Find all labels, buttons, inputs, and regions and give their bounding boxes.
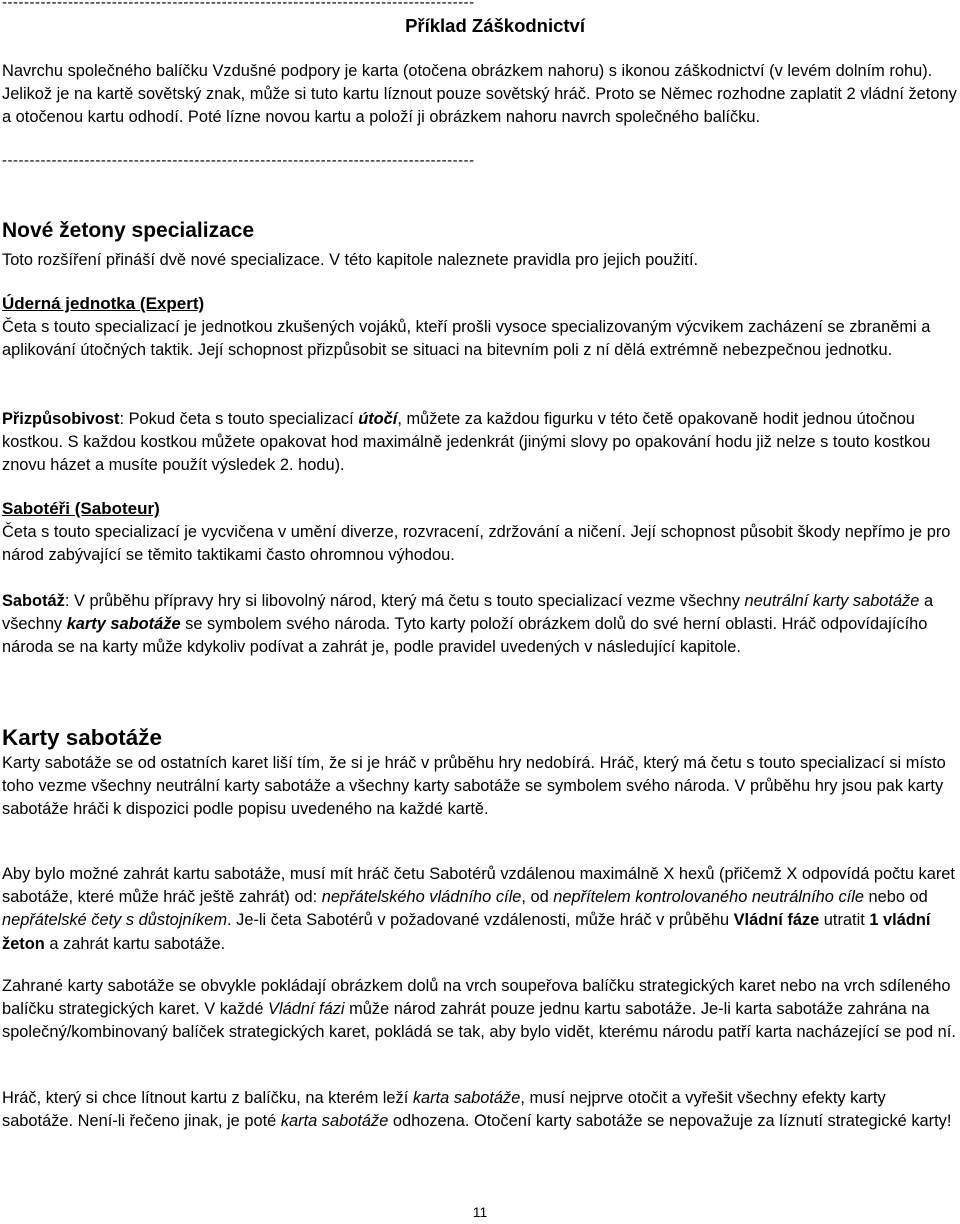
sabotage-cards-p1: Karty sabotáže se od ostatních karet liší tím, že si je hráč v průběhu hry nedobírá. Hráč, který má četu s touto specializací si místo toho vezme všechny neutrální karty sabotáže a všechny karty sabotáže se symbolem svého národa. V průběhu hry jsou pak karty sabotáže hráči k dispozici podle popisu uvedeného na každé kartě. — [2, 754, 946, 819]
dash-separator-bottom: -------------------------------------------------------------------------------------- — [2, 152, 475, 169]
sabotage-paragraph: Sabotáž: V průběhu přípravy hry si libovolný národ, který má četu s touto specializací vezme všechny neutrální karty sabotáže a všechny karty sabotáže se symbolem svého národa. Tyto karty položí obrázkem dolů do své herní oblasti. Hráč odpovídajícího národa se na karty může kdykoliv podívat a zahrát je, podle pravidel uvedených v následující kapitole. — [2, 592, 934, 657]
example-text: Navrchu společného balíčku Vzdušné podpory je karta (otočena obrázkem nahoru) s ikonou záškodnictví (v levém dolním rohu). Jelikož je na kartě sovětský znak, může si tuto kartu líznout pouze sovětský hráč. Proto se Němec rozhodne zaplatit 2 vládní žetony a otočenou kartu odhodí. Poté lízne novou kartu a položí ji obrázkem nahoru navrch společného balíčku. — [2, 62, 957, 127]
sabotage-cards-p4: Hráč, který si chce lítnout kartu z balíčku, na kterém leží karta sabotáže, musí nejprve otočit a vyřešit všechny efekty karty sabotáže. Není-li řečeno jinak, je poté karta sabotáže odhozena. Otočení karty sabotáže se nepovažuje za líznutí strategické karty! — [2, 1089, 952, 1131]
sabotage-label: Sabotáž — [2, 592, 65, 610]
adaptability-paragraph: Přizpůsobivost: Pokud četa s touto specializací útočí, můžete za každou figurku v této četě opakovaně hodit jednou útočnou kostkou. S každou kostkou můžete opakovat hod maximálně jedenkrát (jinými slovy po opakování hodu již nelze s touto kostkou znovu házet a musíte použít výsledek 2. hodu). — [2, 410, 931, 475]
saboteur-text: Četa s touto specializací je vycvičena v umění diverze, rozvracení, zdržování a ničení. Její schopnost působit škody nepřímo je pro národ zabývající se těmito taktikami často ohromnou výhodou. — [2, 523, 951, 565]
dash-separator-top: -------------------------------------------------------------------------------------- — [2, 0, 475, 11]
saboteur-heading: Sabotéři (Saboteur) — [2, 499, 160, 518]
sabotage-cards-p3: Zahrané karty sabotáže se obvykle pokládají obrázkem dolů na vrch soupeřova balíčku strategických karet nebo na vrch sdíleného balíčku strategických karet. V každé Vládní fázi může národ zahrát pouze jednu kartu sabotáže. Je-li karta sabotáže zahrána na společný/kombinovaný balíček strategických karet, pokládá se tak, aby bylo vidět, kterému národu patří karta nacházející se pod ní. — [2, 977, 956, 1042]
assault-unit-heading: Úderná jednotka (Expert) — [2, 294, 205, 313]
sabotage-cards-title: Karty sabotáže — [2, 725, 163, 750]
sabotage-cards-p2: Aby bylo možné zahrát kartu sabotáže, musí mít hráč četu Sabotérů vzdálenou maximálně X hexů (přičemž X odpovídá počtu karet sabotáže, které může hráč ještě zahrát) od: nepřátelského vládního cíle, od nepřítelem kontrolovaného neutrálního cíle nebo od nepřátelské čety s důstojníkem. Je-li četa Sabotérů v požadované vzdálenosti, může hráč v průběhu Vládní fáze utratit 1 vládní žeton a zahrát kartu sabotáže. — [2, 865, 955, 953]
section-intro: Toto rozšíření přináší dvě nové specializace. V této kapitole naleznete pravidla pro jejich použití. — [2, 251, 699, 269]
assault-unit-text: Četa s touto specializací je jednotkou zkušených vojáků, kteří prošli vysoce specializovaným výcvikem zacházení se zbraněmi a aplikování útočných taktik. Její schopnost přizpůsobit se situaci na bitevním poli z ní dělá extrémně nebezpečnou jednotku. — [2, 318, 931, 360]
adaptability-label: Přizpůsobivost — [2, 410, 120, 428]
section-title-specializations: Nové žetony specializace — [2, 219, 255, 242]
example-title: Příklad Záškodnictví — [405, 15, 585, 36]
page-number: 11 — [472, 1204, 488, 1220]
